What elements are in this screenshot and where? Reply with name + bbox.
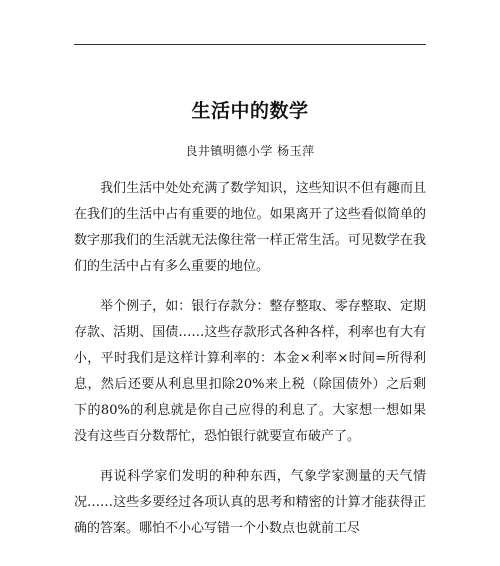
- paragraph-1: 我们生活中处处充满了数学知识，这些知识不但有趣而且在我们的生活中占有重要的地位。如果离开了这些看似简单的数字那我们的生活就无法像往常一样正常生活。可见数学在我们的生活中占有多么重要的地位。: [74, 181, 426, 274]
- paragraph-2: 举个例子，如：银行存款分：整存整取、零存整取、定期存款、活期、国债……这些存款形式各种各样，利率也有大有小，平时我们是这样计算利率的：本金×利率×时间=所得利息，然后还要从利息里扣除20%来上税（除国债外）之后剩下的80%的利息就是你自己应得的利息了。大家想一想如果没有这些百分数帮忙，恐怕银行就要宣布破产了。: [74, 299, 426, 444]
- document-author: 良井镇明德小学 杨玉萍: [185, 144, 315, 158]
- document-title: 生活中的数学: [191, 100, 309, 122]
- document-body: [74, 176, 426, 556]
- header-rule: [74, 44, 426, 45]
- paragraph-3: 再说科学家们发明的种种东西，气象学家测量的天气情况……这些多要经过各项认真的思考和精密的计算才能获得正确的答案。哪怕不小心写错一个小数点也就前工尽: [74, 469, 426, 536]
